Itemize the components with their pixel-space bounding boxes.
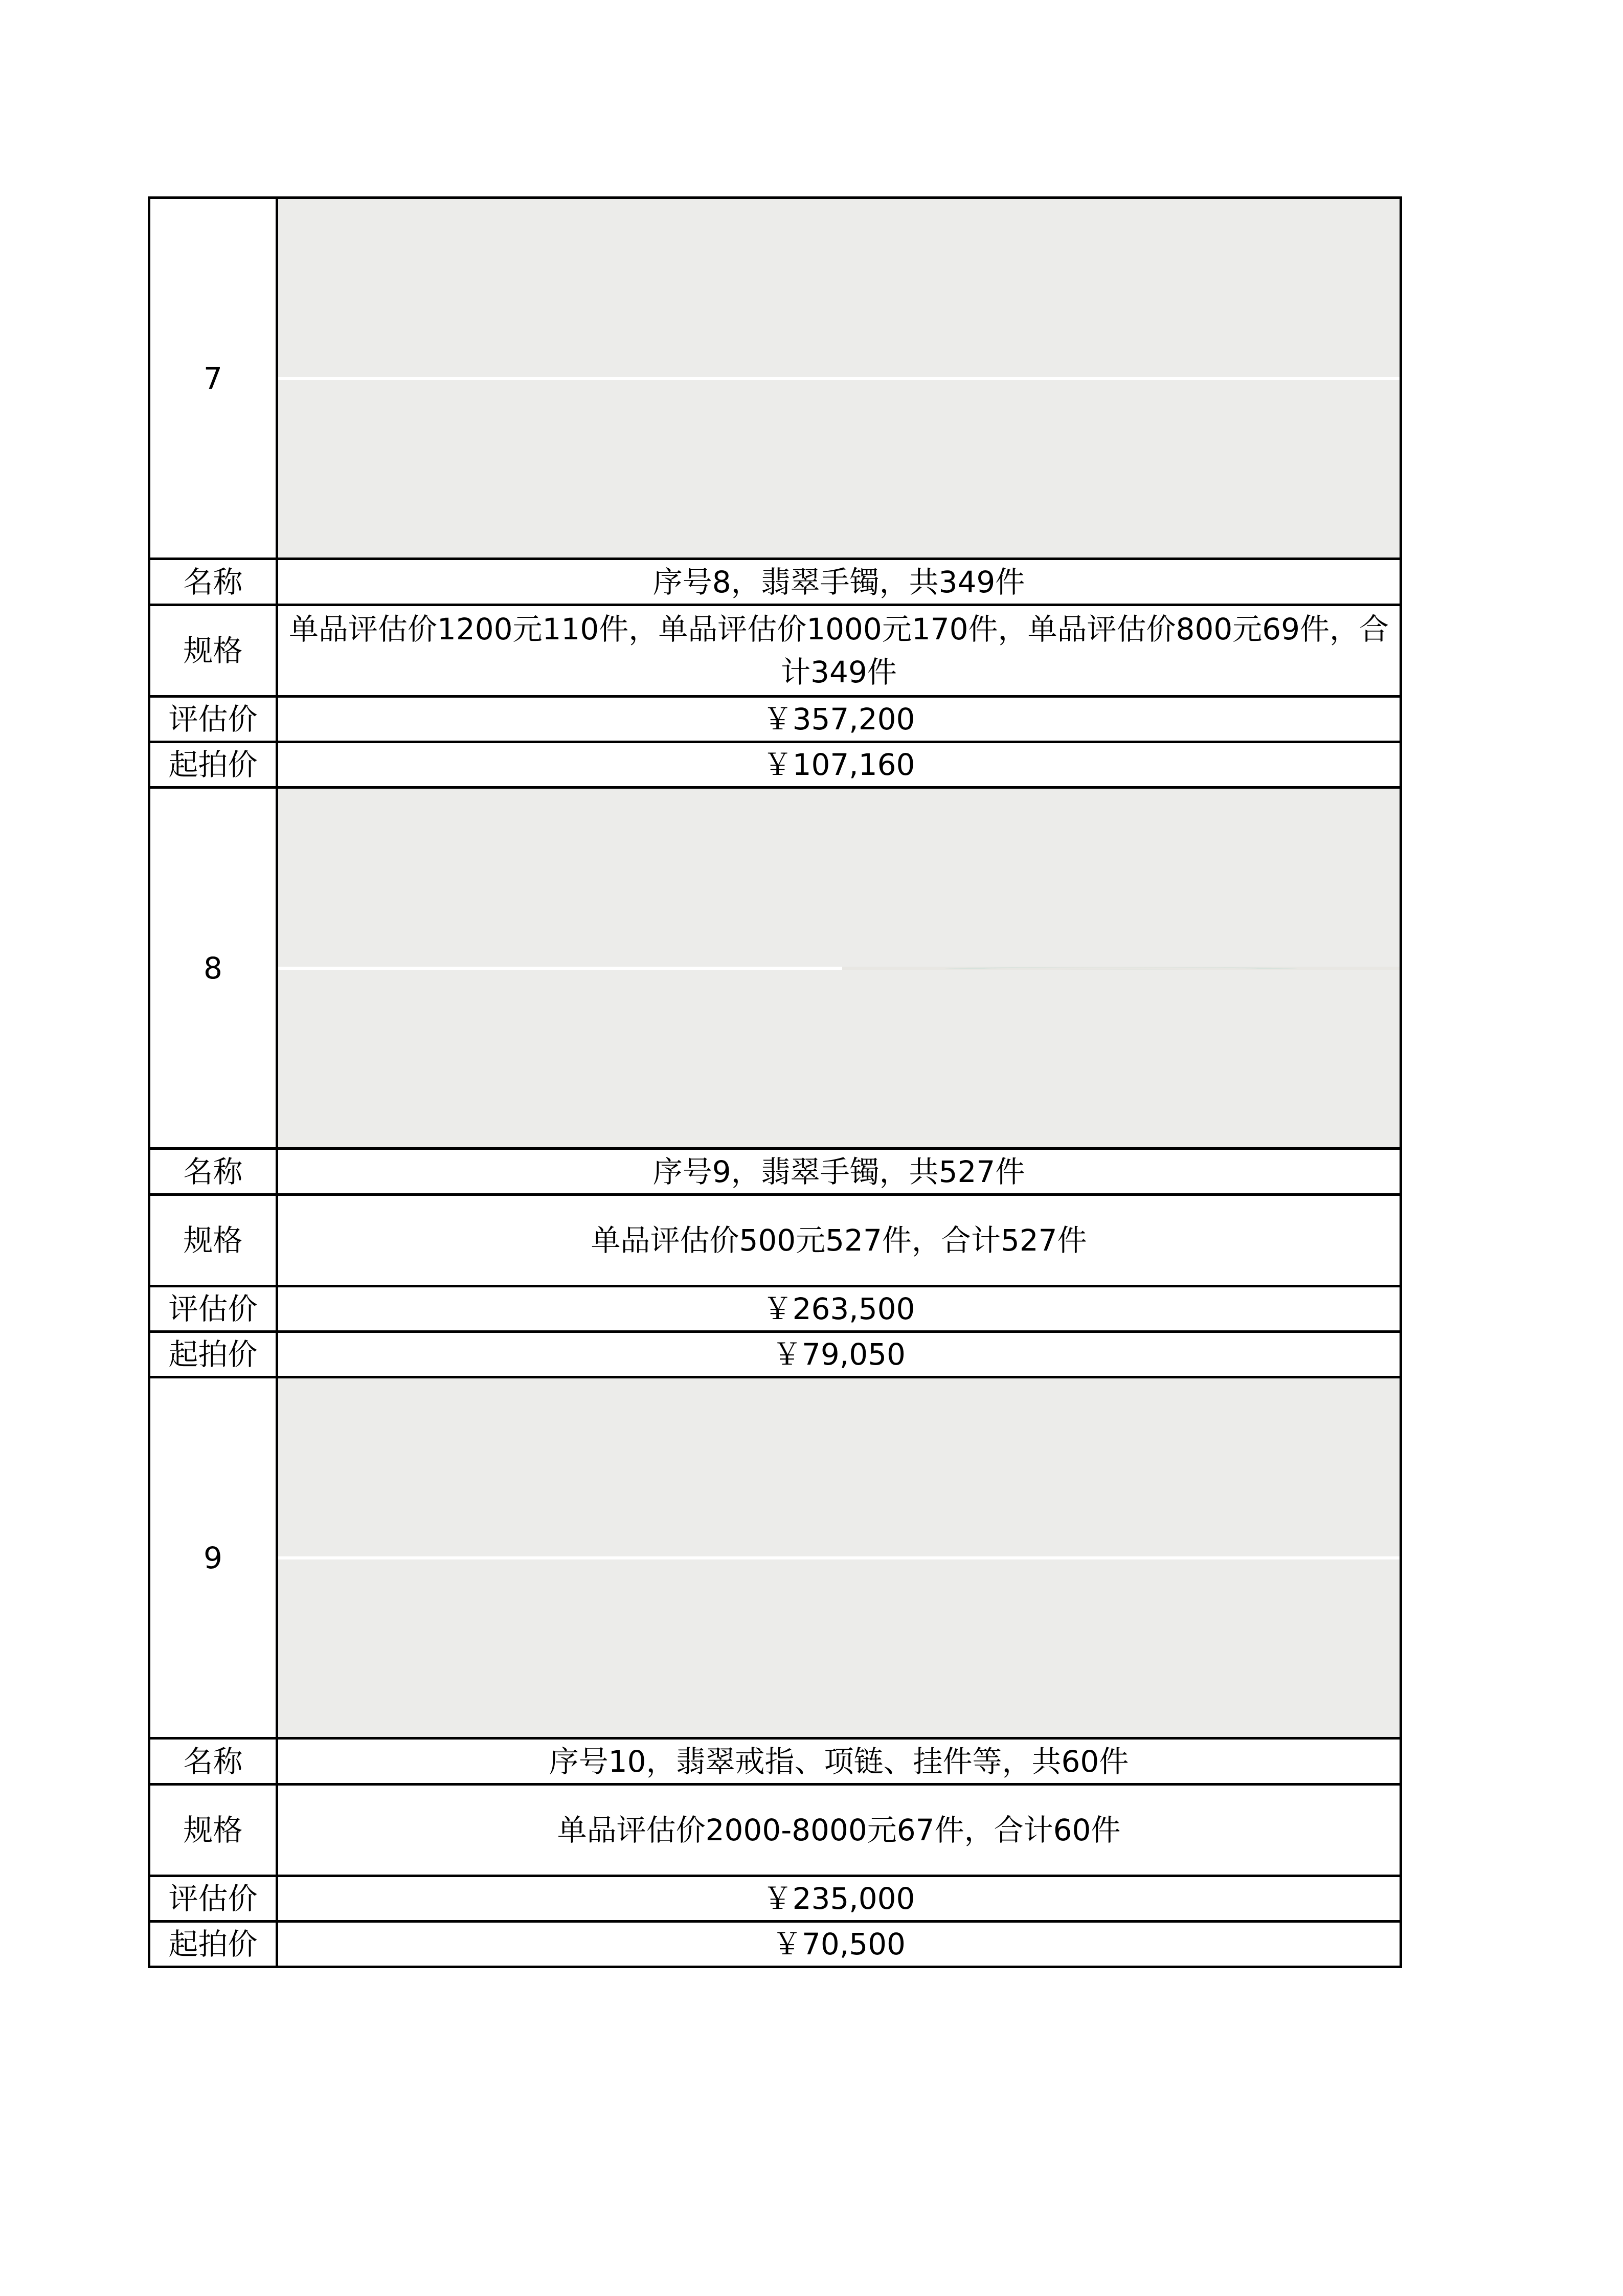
lot-name: 序号9，翡翠手镯，共527件 bbox=[277, 1149, 1401, 1195]
row-label-start: 起拍价 bbox=[149, 1332, 277, 1377]
lot-spec: 单品评估价2000-8000元67件，合计60件 bbox=[277, 1785, 1401, 1876]
lot-spec: 单品评估价1200元110件，单品评估价1000元170件，单品评估价800元69件，合计349件 bbox=[277, 605, 1401, 697]
lot-appraisal-price: ￥357,200 bbox=[277, 697, 1401, 742]
lot-number: 7 bbox=[149, 198, 277, 559]
row-label-appraisal: 评估价 bbox=[149, 1876, 277, 1922]
lot-spec: 单品评估价500元527件，合计527件 bbox=[277, 1195, 1401, 1286]
row-label-spec: 规格 bbox=[149, 1785, 277, 1876]
lot-number: 8 bbox=[149, 788, 277, 1149]
lot-start-price: ￥107,160 bbox=[277, 742, 1401, 788]
row-label-start: 起拍价 bbox=[149, 742, 277, 788]
row-label-spec: 规格 bbox=[149, 1195, 277, 1286]
row-label-appraisal: 评估价 bbox=[149, 1286, 277, 1332]
row-label-spec: 规格 bbox=[149, 605, 277, 697]
lot-name: 序号8，翡翠手镯，共349件 bbox=[277, 559, 1401, 605]
lot-appraisal-price: ￥263,500 bbox=[277, 1286, 1401, 1332]
lot-start-price: ￥79,050 bbox=[277, 1332, 1401, 1377]
photo-grid bbox=[277, 1377, 1401, 1738]
row-label-start: 起拍价 bbox=[149, 1922, 277, 1967]
bangle-large-photo bbox=[842, 967, 1400, 970]
row-label-name: 名称 bbox=[149, 559, 277, 605]
lot-start-price: ￥70,500 bbox=[277, 1922, 1401, 1967]
photo-grid bbox=[277, 788, 1401, 1149]
lot-appraisal-price: ￥235,000 bbox=[277, 1876, 1401, 1922]
lot-number: 9 bbox=[149, 1377, 277, 1738]
lot-name: 序号10，翡翠戒指、项链、挂件等，共60件 bbox=[277, 1738, 1401, 1785]
photo-grid bbox=[277, 198, 1401, 559]
row-label-name: 名称 bbox=[149, 1149, 277, 1195]
lots-table bbox=[148, 196, 1402, 1968]
row-label-appraisal: 评估价 bbox=[149, 697, 277, 742]
row-label-name: 名称 bbox=[149, 1738, 277, 1785]
